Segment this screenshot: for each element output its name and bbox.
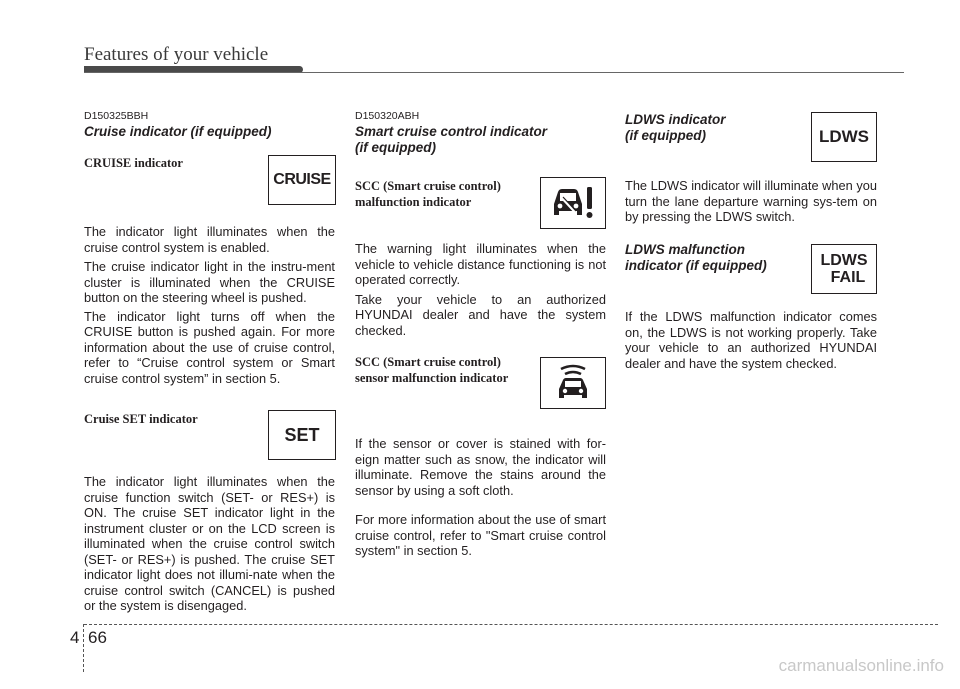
section-code: D150325BBH — [84, 110, 149, 122]
cruise-text-block — [84, 224, 335, 386]
cruise-indicator-heading: CRUISE indicator — [84, 156, 183, 170]
ldws-icon-label: LDWS — [818, 127, 870, 146]
section-title-cont: indicator (if equipped) — [625, 258, 767, 273]
page-header-title: Features of your vehicle — [84, 44, 269, 65]
paragraph: The indicator light turns off when the CRUISE button is pushed again. For more information about the use of cruise control, refer to “Cruise control system or Smart cruise control system” in section 5. — [84, 308, 335, 386]
watermark: carmanualsonline.info — [778, 656, 944, 675]
section-title: Smart cruise control indicator — [355, 124, 548, 139]
paragraph: The cruise indicator light in the instru-ment cluster is illuminated when the CRUISE button on the steering wheel is pushed. — [84, 259, 335, 305]
set-indicator-heading: Cruise SET indicator — [84, 412, 198, 426]
chapter-number: 4 — [70, 628, 80, 647]
paragraph: The indicator light illuminates when the cruise function switch (SET- or RES+) is ON. The cruise SET indicator light in the instrument cluster or on the LCD screen is illuminated when the cruise control switch (SET- or RES+) is pushed. The cruise SET indicator light does not illumi-nate when the cruise control switch (CANCEL) is pushed or the system is disengaged. — [84, 474, 335, 613]
section-title: LDWS indicator — [625, 112, 726, 127]
scc-sensor-heading — [355, 354, 508, 386]
cruise-indicator-icon — [268, 155, 336, 205]
scc-malfunction-heading — [355, 178, 501, 210]
section-title-cont: (if equipped) — [355, 140, 436, 155]
section-title: Cruise indicator (if equipped) — [84, 124, 272, 139]
heading-line: malfunction indicator — [355, 195, 472, 209]
scc-sensor-icon — [540, 357, 606, 409]
set-text-block — [84, 474, 335, 614]
ldws-fail-icon — [811, 244, 877, 294]
ldws-fail-label-2: FAIL — [830, 269, 866, 286]
ldws-malfunction-text-block — [625, 309, 877, 371]
section-title: LDWS malfunction — [625, 242, 745, 257]
paragraph: The LDWS indicator will illuminate when you turn the lane departure warning sys-tem on by pressing the LDWS switch. — [625, 178, 877, 224]
column-3 — [625, 112, 805, 144]
paragraph: For more information about the use of smart cruise control, refer to "Smart cruise control system" in section 5. — [355, 512, 606, 558]
page-number: 66 — [88, 628, 107, 647]
paragraph: If the LDWS malfunction indicator comes on, the LDWS is not working properly. Take your vehicle to an authorized HYUNDAI dealer and have the system checked. — [625, 309, 877, 371]
heading-line: SCC (Smart cruise control) — [355, 179, 501, 193]
scc-text-block — [355, 241, 606, 338]
car-sensor-icon — [555, 364, 591, 402]
footer-rule — [84, 624, 938, 625]
ldws-indicator-icon — [811, 112, 877, 162]
footer-divider — [83, 624, 84, 672]
header-rule — [84, 72, 904, 73]
heading-line: sensor malfunction indicator — [355, 371, 509, 385]
cruise-icon-label: CRUISE — [273, 171, 331, 188]
paragraph: If the sensor or cover is stained with for-eign matter such as snow, the indicator will illuminate. Remove the stains around the sensor by using a soft cloth. — [355, 436, 606, 498]
paragraph: The warning light illuminates when the vehicle to vehicle distance functioning is not operated correctly. — [355, 241, 606, 287]
column-1 — [84, 110, 336, 140]
section-title-cont: (if equipped) — [625, 128, 706, 143]
set-indicator-icon — [268, 410, 336, 460]
paragraph: Take your vehicle to an authorized HYUNDAI dealer and have the system checked. — [355, 291, 606, 338]
paragraph: The indicator light illuminates when the cruise control system is enabled. — [84, 224, 335, 255]
ldws-malfunction-title — [625, 242, 805, 274]
section-code: D150320ABH — [355, 110, 420, 122]
ldws-fail-label-1: LDWS — [820, 252, 868, 269]
column-2 — [355, 110, 607, 156]
scc-sensor-text-block — [355, 436, 606, 559]
set-icon-label: SET — [284, 424, 320, 445]
scc-malfunction-icon — [540, 177, 606, 229]
ldws-text-block — [625, 178, 877, 225]
car-warning-icon — [549, 184, 597, 222]
heading-line: SCC (Smart cruise control) — [355, 355, 501, 369]
